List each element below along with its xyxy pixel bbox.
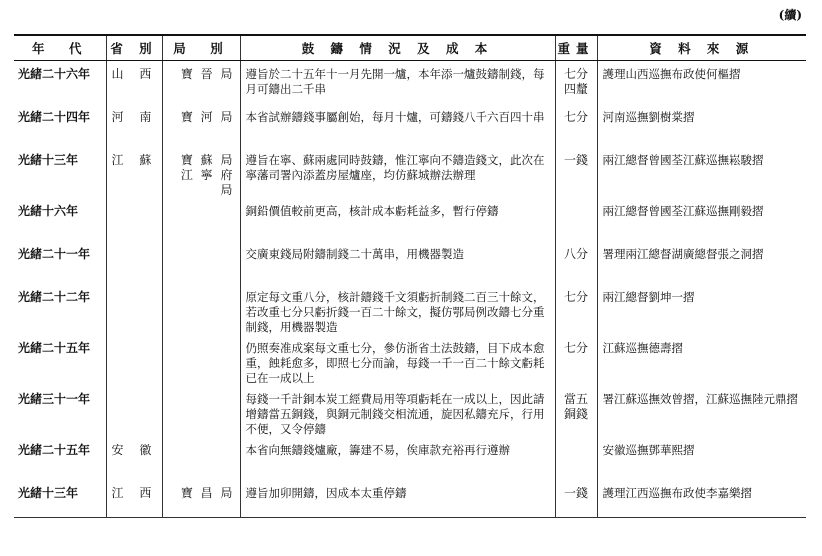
cell-source: 兩江總督曾國荃江蘇巡撫崧駿摺 bbox=[597, 147, 806, 198]
cell-bureau bbox=[162, 198, 240, 241]
cell-source: 江蘇巡撫德壽摺 bbox=[597, 335, 806, 386]
cell-year: 光緒十三年 bbox=[14, 480, 106, 518]
coinage-table bbox=[14, 34, 806, 518]
cell-province: 江 西 bbox=[106, 480, 162, 518]
header-row bbox=[14, 35, 806, 61]
cell-province: 安 徽 bbox=[106, 437, 162, 480]
cell-bureau bbox=[162, 437, 240, 480]
table-row bbox=[14, 241, 806, 284]
header-situation: 鼓 鑄 情 況 及 成 本 bbox=[240, 35, 555, 61]
cell-source: 護理山西巡撫布政使何樞摺 bbox=[597, 61, 806, 105]
cell-bureau: 寶 蘇 局 江 寧 府 局 bbox=[162, 147, 240, 198]
cell-weight: 一錢 bbox=[555, 480, 597, 518]
cell-source: 署理兩江總督湖廣總督張之洞摺 bbox=[597, 241, 806, 284]
cell-province bbox=[106, 241, 162, 284]
cell-weight: 七分 bbox=[555, 284, 597, 335]
cell-source: 兩江總督劉坤一摺 bbox=[597, 284, 806, 335]
cell-bureau bbox=[162, 241, 240, 284]
header-province: 省 別 bbox=[106, 35, 162, 61]
header-year: 年 代 bbox=[14, 35, 106, 61]
header-weight: 重量 bbox=[555, 35, 597, 61]
cell-weight: 八分 bbox=[555, 241, 597, 284]
cell-weight: 七分 bbox=[555, 335, 597, 386]
cell-bureau bbox=[162, 284, 240, 335]
cell-source: 兩江總督曾國荃江蘇巡撫剛毅摺 bbox=[597, 198, 806, 241]
cell-situation: 本省試辦鑄錢事屬創始，每月十爐，可鑄錢八千六百四十串 bbox=[240, 104, 555, 147]
cell-year: 光緒二十五年 bbox=[18, 341, 91, 355]
cell-source: 護理江西巡撫布政使李嘉樂摺 bbox=[597, 480, 806, 518]
cell-province: 江 蘇 bbox=[106, 147, 162, 198]
cell-situation: 本省向無鑄錢爐廠，籌建不易，俟庫款充裕再行遵辦 bbox=[240, 437, 555, 480]
cell-situation: 遵旨加卯開鑄，因成本太重停鑄 bbox=[240, 480, 555, 518]
cell-year: 光緒二十二年 bbox=[18, 290, 91, 304]
cell-bureau: 寶 晉 局 bbox=[162, 61, 240, 105]
cell-province bbox=[106, 386, 162, 437]
table-row bbox=[14, 335, 806, 386]
cell-province bbox=[106, 284, 162, 335]
cell-source: 安徽巡撫鄧華熙摺 bbox=[597, 437, 806, 480]
table-row bbox=[14, 284, 806, 335]
table-body bbox=[14, 61, 806, 518]
table-row bbox=[14, 104, 806, 147]
table-row bbox=[14, 147, 806, 198]
cell-bureau bbox=[162, 335, 240, 386]
cell-province: 山 西 bbox=[106, 61, 162, 105]
cell-weight: 一錢 bbox=[555, 147, 597, 198]
cell-weight: 七分 bbox=[555, 104, 597, 147]
table-row bbox=[14, 386, 806, 437]
cell-weight bbox=[555, 437, 597, 480]
cell-situation: 仍照奏准成案每文重七分，參仿浙省土法鼓鑄，目下成本愈重，蝕耗愈多，即照七分而論，每錢一千一百二十餘文虧耗已在一成以上 bbox=[240, 335, 555, 386]
cell-province bbox=[106, 335, 162, 386]
cell-situation: 銅鉛價值較前更高，核計成本虧耗益多，暫行停鑄 bbox=[240, 198, 555, 241]
cell-year: 光緒十三年 bbox=[18, 153, 79, 167]
cell-weight: 七分 四釐 bbox=[555, 61, 597, 105]
cell-situation: 遵旨於二十五年十一月先開一爐，本年添一爐鼓鑄制錢，每月可鑄出二千串 bbox=[240, 61, 555, 105]
cell-weight: 當五 銅錢 bbox=[555, 386, 597, 437]
table-row bbox=[14, 437, 806, 480]
table-row bbox=[14, 61, 806, 105]
cell-situation: 遵旨在寧、蘇兩處同時鼓鑄，惟江寧向不鑄造錢文，此次在寧藩司署內添蓋房屋爐座，均仿蘇城辦法辦理 bbox=[240, 147, 555, 198]
cell-situation: 交廣東錢局附鑄制錢二十萬串，用機器製造 bbox=[240, 241, 555, 284]
cell-year: 光緒三十一年 bbox=[18, 392, 91, 406]
cell-source: 河南巡撫劉樹棠摺 bbox=[597, 104, 806, 147]
cell-source: 署江蘇巡撫效曾摺，江蘇巡撫陸元鼎摺 bbox=[597, 386, 806, 437]
cell-province bbox=[106, 198, 162, 241]
cell-bureau bbox=[162, 386, 240, 437]
cell-year: 光緒二十六年 bbox=[18, 67, 91, 81]
cell-situation: 每錢一千計銅本炭工經費局用等項虧耗在一成以上，因此請增鑄當五銅錢，與銅元制錢交相流通，旋因私鑄充斥，行用不便，又令停鑄 bbox=[240, 386, 555, 437]
cell-year: 光緒二十四年 bbox=[18, 110, 91, 124]
cell-year: 光緒二十一年 bbox=[18, 247, 91, 261]
header-bureau: 局 別 bbox=[162, 35, 240, 61]
cell-bureau: 寶 河 局 bbox=[162, 104, 240, 147]
cell-year: 光緒二十五年 bbox=[18, 443, 91, 457]
header-source: 資 料 來 源 bbox=[597, 35, 806, 61]
table-row bbox=[14, 480, 806, 518]
cell-weight bbox=[555, 198, 597, 241]
cell-bureau: 寶 昌 局 bbox=[162, 480, 240, 518]
cell-year: 光緒十六年 bbox=[18, 204, 79, 218]
table-row bbox=[14, 198, 806, 241]
cell-province: 河 南 bbox=[106, 104, 162, 147]
continued-mark: (續) bbox=[778, 8, 802, 22]
cell-situation: 原定每文重八分，核計鑄錢千文須虧折制錢二百三十餘文，若改重七分只虧折錢一百二十餘文，擬仿鄂局例改鑄七分重制錢，用機器製造 bbox=[240, 284, 555, 335]
